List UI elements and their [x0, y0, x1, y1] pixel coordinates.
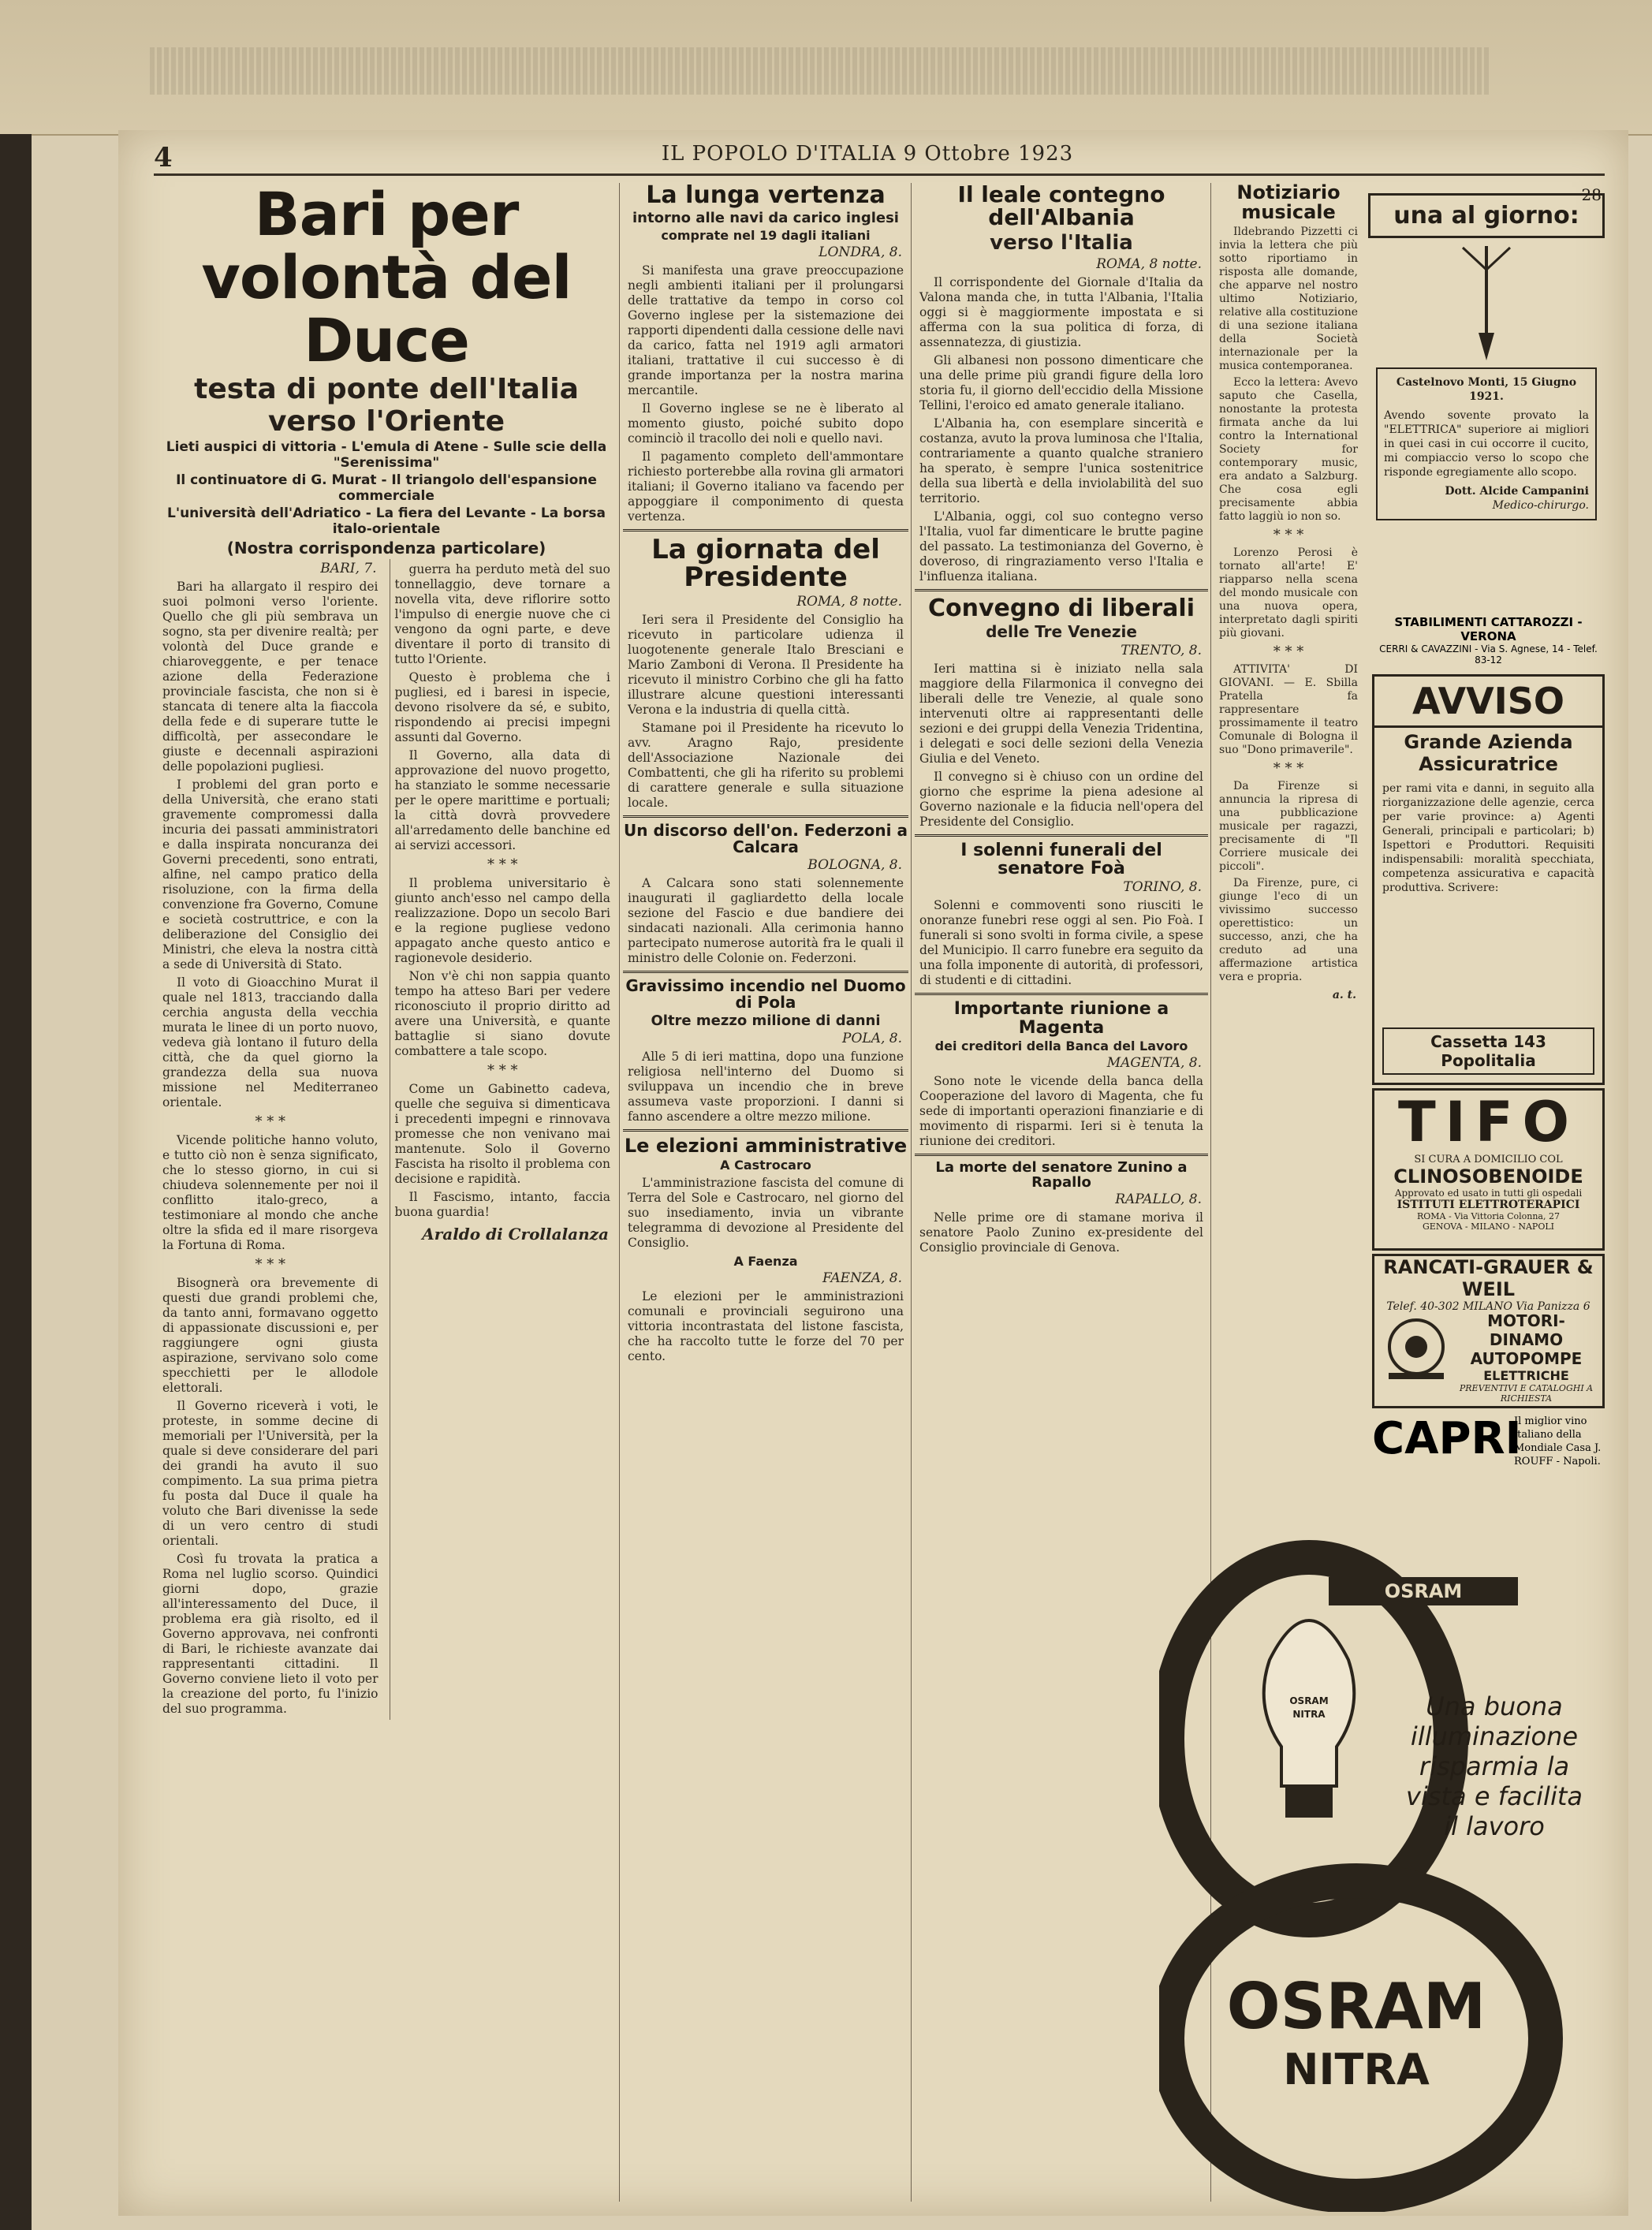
osram-bulb-label: NITRA: [1292, 1709, 1326, 1720]
lead-headline: Bari per volontà del Duce: [201, 183, 572, 375]
page-number: 4: [154, 142, 173, 173]
article-paragraph: Lorenzo Perosi è tornato all'arte! E' riapparso nella scena del mondo musicale con una nuova opera, interpretato dagli spiriti più giovani.: [1219, 546, 1358, 640]
article-paragraph: Il Governo inglese se ne è liberato al momento giusto, poiché subito dopo cominciò il tracollo dei noli e quello navi.: [628, 401, 904, 446]
article-paragraph: Gli albanesi non possono dimenticare che una delle prime più grandi figure della loro storia fu, il giorno dell'eccidio della Missione Tellini, l'eroico ed amato generale italiano.: [919, 352, 1203, 412]
avviso-subtitle: Grande Azienda Assicuratrice: [1404, 731, 1573, 775]
article-subhead: intorno alle navi da carico inglesi: [632, 209, 899, 226]
book-binding-edge: [0, 134, 32, 2230]
column-3: [623, 183, 908, 2194]
article-subhead: delle Tre Venezie: [986, 622, 1137, 642]
column-divider: [911, 183, 912, 2202]
article-paragraph: A Calcara sono stati solennemente inaugurati il gagliardetto della locale sezione del Fascio e due bandiere dei sindacati nazionali. Alla cerimonia hanno partecipato numerose autorità fra le quali il ministro delle Colonie on. Federzoni.: [628, 875, 904, 965]
article-paragraph: Ieri mattina si è iniziato nella sala maggiore della Filarmonica il convegno dei liberali delle tre Venezie, al quale sono intervenuti oltre ai rappresentanti delle sezioni e dei gruppi della Venezia Tridentina, i delegati e soci delle sezioni della Venezia Giulia e del Veneto.: [919, 662, 1203, 766]
corner-number: 28: [1581, 185, 1602, 204]
article-headline: I solenni funerali del senatore Foà: [960, 841, 1162, 879]
article-paragraph: Bari ha allargato il respiro dei suoi polmoni verso l'oriente. Quello che gli più sembrava un sogno, sta per divenire realtà; per volontà del Duce grande e chiaroveggente, e per tenace azione della Federazione provinciale fascista, che non si è stancata di tenere alta la fiaccola della fede e di superare tutte le difficoltà, per assecondare le giuste e decennali aspirazioni delle popolazioni pugliesi.: [162, 580, 379, 774]
article-subhead: verso l'Italia: [990, 230, 1133, 255]
rancati-product: ELETTRICHE: [1483, 1368, 1569, 1383]
motor-illustration: [1381, 1311, 1452, 1382]
article-paragraph: L'Albania ha, con esemplare sincerità e costanza, avuto la prova luminosa che l'Italia, contrariamente a quanto qualche straniero ha sperato, è sempre l'unica sostenitrice della sua libertà e della inviolabilità del suo territorio.: [919, 416, 1203, 505]
article-paragraph: L'Albania, oggi, col suo contegno verso l'Italia, vuol far dimenticare le brutte pagine del passato. La testimonianza del Governo, è doveroso, di ringraziamento verso l'Italia e l'influenza italiana.: [919, 509, 1203, 584]
dateline: MAGENTA, 8.: [1106, 1054, 1202, 1071]
testimonial-text: Avendo sovente provato la "ELETTRICA" superiore ai migliori in quei casi in cui occorre il cucito, mi compiaccio verso lo scopo che risponde egregiamente allo scopo.: [1384, 409, 1589, 479]
osram-ad: [1159, 1534, 1601, 2212]
testimonial-role: Medico-chirurgo.: [1492, 499, 1589, 512]
article-paragraph: Ildebrando Pizzetti ci invia la lettera che più sotto riportiamo in risposta alle domande, che apparve nel nostro ultimo Notiziario, relative alla costituzione di una sezione italiana della Società internazionale per la musica contemporanea.: [1219, 226, 1358, 373]
rancati-product: MOTORI-DINAMO: [1487, 1311, 1565, 1349]
article-paragraph: guerra ha perduto metà del suo tonnellaggio, deve tornare a novella vita, deve riflorire sotto l'impulso di energie nuove che ci vengono da ogni parte, e deve diventare il porto di transito di tutto l'Oriente.: [394, 562, 610, 667]
avviso-box: Cassetta 143 Popolitalia: [1382, 1027, 1594, 1075]
article-separator: [915, 589, 1208, 591]
dateline: RAPALLO, 8.: [1115, 1191, 1202, 1208]
rancati-address: Telef. 40-302 MILANO Via Panizza 6: [1386, 1300, 1590, 1313]
article-paragraph: Il Governo riceverà i voti, le proteste, in somme decine di memoriali per l'Università, per la quale si deve considerare del pari dei grandi ha avuto il suo compimento. La sua prima pietra fu posta dal Duce il quale ha voluto che Bari divenisse la sede di un vero centro di studi orientali.: [162, 1399, 379, 1549]
capri-text: Il miglior vino italiano della Mondiale Casa J. ROUFF - Napoli.: [1514, 1415, 1602, 1467]
article-paragraph: Il corrispondente del Giornale d'Italia da Valona manda che, in tutta l'Albania, l'Italia oggi si è maggiormente impostata e si afferma con la sua politica di forza, di assennatezza, di giustizia.: [919, 274, 1203, 349]
tifo-institute: ISTITUTI ELETTROTERAPICI: [1397, 1199, 1580, 1211]
capri-title: CAPRI: [1372, 1413, 1522, 1464]
section-stars: * * *: [255, 1113, 285, 1131]
una-title: una al giorno:: [1368, 193, 1605, 238]
article-paragraph: Come un Gabinetto cadeva, quelle che seguiva si dimenticava i precedenti impegni e rinnovava promesse che non venivano mai mantenute. Solo il Governo Fascista ha risolto il problema con decisione e rapidità.: [394, 1082, 610, 1187]
article-paragraph: Solenni e commoventi sono riusciti le onoranze funebri rese oggi al sen. Pio Foà. I funerali si sono svolti in forma civile, a spese del Municipio. Il carro funebre era seguito da una folla imponente di autorità, di professori, di studenti e di cittadini.: [919, 898, 1203, 988]
article-paragraph: Da Firenze, pure, ci giunge l'eco di un vivissimo successo operettistico: un successo, anzi, che ha creduto ad una affermazione artistica vera e propria.: [1219, 877, 1358, 984]
article-separator: [623, 529, 908, 531]
article-paragraph: Le elezioni per le amministrazioni comunali e provinciali seguirono una vittoria incontrastata del listone fascista, che ha raccolto tutte le forze del 70 per cento.: [628, 1289, 904, 1364]
article-headline: Un discorso dell'on. Federzoni a Calcara: [624, 820, 908, 856]
article-paragraph: Alle 5 di ieri mattina, dopo una funzione religiosa nell'interno del Duomo si sviluppava un incendio che in breve assumeva vaste proporzioni. I danni si fanno ascendere a oltre mezzo milione.: [628, 1049, 904, 1124]
article-paragraph: Questo è problema che i pugliesi, ed i baresi in ispecie, devono risolvere da sé, e subito, rispondendo ai precisi impegni assunti dal Governo.: [394, 670, 610, 745]
tifo-address: ROMA - Via Vittoria Colonna, 27: [1416, 1211, 1560, 1221]
article-subhead: A Faenza: [733, 1254, 798, 1270]
article-paragraph: Ecco la lettera: Avevo saputo che Casella, nonostante la protesta firmata anche da lui contro la International Society for contemporary music, era andato a Salzburg. Che cosa egli precisamente abbia fatto laggiù io non so.: [1219, 376, 1358, 524]
rancati-ad: [1372, 1254, 1605, 1408]
testimonial-signature: Dott. Alcide Campanini: [1445, 485, 1589, 498]
avviso-title: AVVISO: [1374, 677, 1602, 728]
column-5: [1214, 183, 1363, 1508]
running-title: IL POPOLO D'ITALIA 9 Ottobre 1923: [661, 142, 1074, 166]
article-separator: [915, 1154, 1208, 1156]
article-paragraph: Da Firenze si annuncia la ripresa di una pubblicazione musicale per ragazzi, precisamente di "Il Corriere musicale dei piccoli".: [1219, 780, 1358, 874]
una-al-giorno-ad: [1368, 185, 1605, 611]
article-subhead: A Castrocaro: [720, 1158, 811, 1173]
article-paragraph: Il convegno si è chiuso con un ordine del giorno che esprime la piena adesione al Governo nazionale e la fiducia nell'opera del Presidente del Consiglio.: [919, 770, 1203, 830]
article-paragraph: Nelle prime ore di stamane moriva il senatore Paolo Zunino ex-presidente del Consiglio provinciale di Genova.: [919, 1210, 1203, 1255]
article-headline: Gravissimo incendio nel Duomo di Pola: [625, 975, 906, 1012]
article-subhead: dei creditori della Banca del Lavoro: [934, 1038, 1188, 1053]
dateline: BARI, 7.: [320, 561, 377, 577]
dateline: POLA, 8.: [842, 1030, 902, 1046]
article-paragraph: Sono note le vicende della banca della Cooperazione del lavoro di Magenta, che fu sede di importanti operazioni finanziarie e di movimento di risparmi. Ieri si è tenuta la riunione dei creditori.: [919, 1073, 1203, 1148]
article-paragraph: Il pagamento completo dell'ammontare richiesto porterebbe alla rovina gli armatori italiani; il Governo italiano va facendo per appoggiare il componimento di questa vertenza.: [628, 449, 904, 524]
previous-page-strip: [0, 0, 1652, 136]
section-stars: * * *: [487, 1062, 518, 1080]
dateline: TRENTO, 8.: [1121, 643, 1202, 659]
lead-deck: L'università dell'Adriatico - La fiera del Levante - La borsa italo-orientale: [167, 505, 606, 538]
dateline: ROMA, 8 notte.: [796, 593, 902, 610]
article-paragraph: Il Governo, alla data di approvazione del nuovo progetto, ha stanziato le somme necessarie per le opere marittime e portuali; la città dovrà provvedere all'arredamento delle banchine ed ai servizi accessori.: [394, 748, 610, 853]
column-divider: [619, 183, 620, 2202]
section-stars: * * *: [1273, 643, 1304, 661]
section-stars: * * *: [255, 1256, 285, 1273]
article-paragraph: Non v'è chi non sappia quanto tempo ha atteso Bari per vedere riconosciuto il proprio diritto ad avere una Università, e quante battaglie si siano dovute combattere a tale scopo.: [394, 969, 610, 1059]
section-stars: * * *: [487, 856, 518, 874]
article-paragraph: Si manifesta una grave preoccupazione negli ambienti italiani per il prolungarsi delle trattative da tempo in corso col Governo inglese per la sistemazione dei rapporti dipendenti dalla cessione delle navi da carico, fatta nel 1919 agli armatori italiani, trattative il cui successo è di grande importanza per la nostra marina mercantile.: [628, 263, 904, 397]
tifo-brand: CLINOSOBENOIDE: [1393, 1165, 1583, 1188]
cattarozzi-name: STABILIMENTI CATTAROZZI - VERONA: [1394, 615, 1583, 643]
article-paragraph: Così fu trovata la pratica a Roma nel luglio scorso. Quindici giorni dopo, grazie all'interessamento del Duce, il problema era già risolto, ed il Governo approvava, nei confronti di Bari, le richieste avanzate dai rappresentanti cittadini. Il Governo conviene lieto il voto per la creazione del porto, fu l'inizio del suo programma.: [162, 1552, 379, 1717]
osram-banner: OSRAM: [1329, 1577, 1518, 1605]
avviso-text: per rami vita e danni, in seguito alla riorganizzazione delle agenzie, cerca per varie province: a) Agenti Generali, principali e particolari; b) Ispettori e Produttori. Requisiti indispensabili: moralità specchiata, competenza assicurativa e capacità produttiva. Scrivere:: [1382, 782, 1594, 894]
article-headline: Convegno di liberali: [928, 594, 1195, 622]
osram-logo: OSRAM: [1226, 1970, 1486, 2043]
osram-logo-sub: NITRA: [1283, 2045, 1430, 2094]
bleed-through-text: [150, 47, 1490, 95]
rancati-name: RANCATI-GRAUER & WEIL: [1383, 1256, 1594, 1300]
tifo-cities: GENOVA - MILANO - NAPOLI: [1423, 1221, 1554, 1232]
article-subhead: comprate nel 19 dagli italiani: [661, 227, 871, 243]
lead-deck: Il continuatore di G. Murat - Il triangolo dell'espansione commerciale: [176, 472, 597, 505]
article-paragraph: Il voto di Gioacchino Murat il quale nel 1813, tracciando dalla cerchia angusta della vecchia murata le linee di un porto nuovo, vedeva già lontano il futuro della città, che da quel giorno la grandezza della sua nuova missione nel Mediterraneo orientale.: [162, 975, 379, 1110]
dateline: TORINO, 8.: [1123, 879, 1202, 896]
tifo-subtitle: SI CURA A DOMICILIO COL: [1414, 1154, 1563, 1165]
article-separator: [623, 815, 908, 818]
testimonial-place: Castelnovo Monti, 15 Giugno 1921.: [1396, 376, 1577, 403]
cattarozzi-address: CERRI & CAVAZZINI - Via S. Agnese, 14 - Telef. 83-12: [1379, 643, 1598, 666]
article-headline: La lunga vertenza: [646, 183, 886, 209]
article-paragraph: Il Fascismo, intanto, faccia buona guardia!: [394, 1190, 610, 1220]
arrow-illustration: [1368, 238, 1605, 364]
osram-bulb-label: OSRAM: [1289, 1695, 1329, 1706]
lead-byline: (Nostra corrispondenza particolare): [226, 539, 546, 558]
article-headline: Notiziario musicale: [1236, 183, 1341, 224]
article-paragraph: Il problema universitario è giunto anch'esso nel campo della realizzazione. Dopo un secolo Bari e la regione pugliese vedono appagato anche questo antico e ragionevole desiderio.: [394, 876, 610, 966]
dateline: FAENZA, 8.: [822, 1270, 902, 1287]
article-headline: Il leale contegno dell'Albania: [957, 183, 1165, 231]
article-paragraph: Vicende politiche hanno voluto, e tutto ciò non è senza significato, che lo stesso giorno, in cui si chiudeva solennemente per noi il conflitto italo-greco, a testimoniare al mondo che anche oltre la sfida ed il mare risorgeva la Fortuna di Roma.: [162, 1133, 379, 1253]
tifo-line: Approvato ed usato in tutti gli ospedali: [1394, 1188, 1583, 1199]
dateline: LONDRA, 8.: [819, 244, 902, 260]
cattarozzi-ad: [1372, 615, 1605, 666]
osram-bulb-illustration: [1159, 1534, 1601, 2212]
section-stars: * * *: [1273, 527, 1304, 544]
article-separator: [623, 1129, 908, 1132]
lead-deck: Lieti auspici di vittoria - L'emula di Atene - Sulle scie della "Serenissima": [166, 439, 607, 472]
article-headline: Le elezioni amministrative: [624, 1134, 908, 1157]
lead-subhead: testa di ponte dell'Italia verso l'Oriente: [194, 373, 579, 438]
article-separator: [915, 834, 1208, 837]
author-signature: a. t.: [1332, 989, 1356, 1002]
article-paragraph: L'amministrazione fascista del comune di Terra del Sole e Castrocaro, nel giorno del suo insediamento, invia un vibrante telegramma di devozione al Presidente del Consiglio.: [628, 1176, 904, 1251]
capri-ad: [1372, 1411, 1605, 1482]
rancati-catalog: PREVENTIVI E CATALOGHI A RICHIESTA: [1459, 1383, 1594, 1404]
header-rule: [154, 173, 1605, 176]
osram-slogan: Una buona illuminazione risparmia la vista e facilita il lavoro: [1406, 1691, 1583, 1841]
article-separator: [915, 993, 1208, 995]
tifo-title: TIFO: [1397, 1090, 1579, 1154]
section-stars: * * *: [1273, 760, 1304, 778]
article-paragraph: Bisognerà ora brevemente di questi due grandi problemi che, da tanto anni, formavano oggetto di appassionate discussioni e, per raggiungere ogni giusta aspirazione, servivano solo come specchietti per le allodole elettorali.: [162, 1276, 379, 1396]
avviso-ad: [1372, 674, 1605, 1085]
lead-story: [158, 183, 615, 2194]
article-paragraph: ATTIVITA' DI GIOVANI. — E. Sbilla Pratella fa rappresentare prossimamente il teatro Comunale di Bologna il suo "Dono primaverile".: [1219, 663, 1358, 757]
tifo-ad: [1372, 1088, 1605, 1251]
article-headline: La morte del senatore Zunino a Rapallo: [935, 1158, 1188, 1191]
article-paragraph: Ieri sera il Presidente del Consiglio ha ricevuto in particolare udienza il luogotenente generale Italo Bresciani e Mario Zamboni di Verona. Il Presidente ha ricevuto il ministro Corbino che gli ha fatto illustrare alcune questioni interessanti Verona e la industria di quella città.: [628, 612, 904, 717]
article-headline: Importante riunione a Magenta: [953, 999, 1169, 1038]
article-separator: [623, 971, 908, 973]
rancati-product: AUTOPOMPE: [1470, 1349, 1583, 1368]
author-signature: Araldo di Crollalanza: [422, 1225, 609, 1244]
article-subhead: Oltre mezzo milione di danni: [651, 1012, 881, 1029]
dateline: BOLOGNA, 8.: [807, 856, 902, 873]
article-paragraph: Stamane poi il Presidente ha ricevuto lo avv. Aragno Rajo, presidente dell'Associazione Nazionale dei Combattenti, che gli ha riferito su problemi di carattere generale e sulla situazione locale.: [628, 720, 904, 810]
article-paragraph: I problemi del gran porto e della Università, che erano stati gravemente compromessi dalla incuria dei passati amministratori e dalla inspirata noncuranza dei Governi precedenti, sono entrati, alfine, nel campo pratico della risoluzione, con la firma della convenzione fra Governo, Comune e società costruttrice, e con la deliberazione del Consiglio dei Ministri, che eleva la nostra città a sede di Università di Stato.: [162, 778, 379, 972]
dateline: ROMA, 8 notte.: [1096, 255, 1202, 272]
article-headline: La giornata del Presidente: [651, 533, 880, 594]
